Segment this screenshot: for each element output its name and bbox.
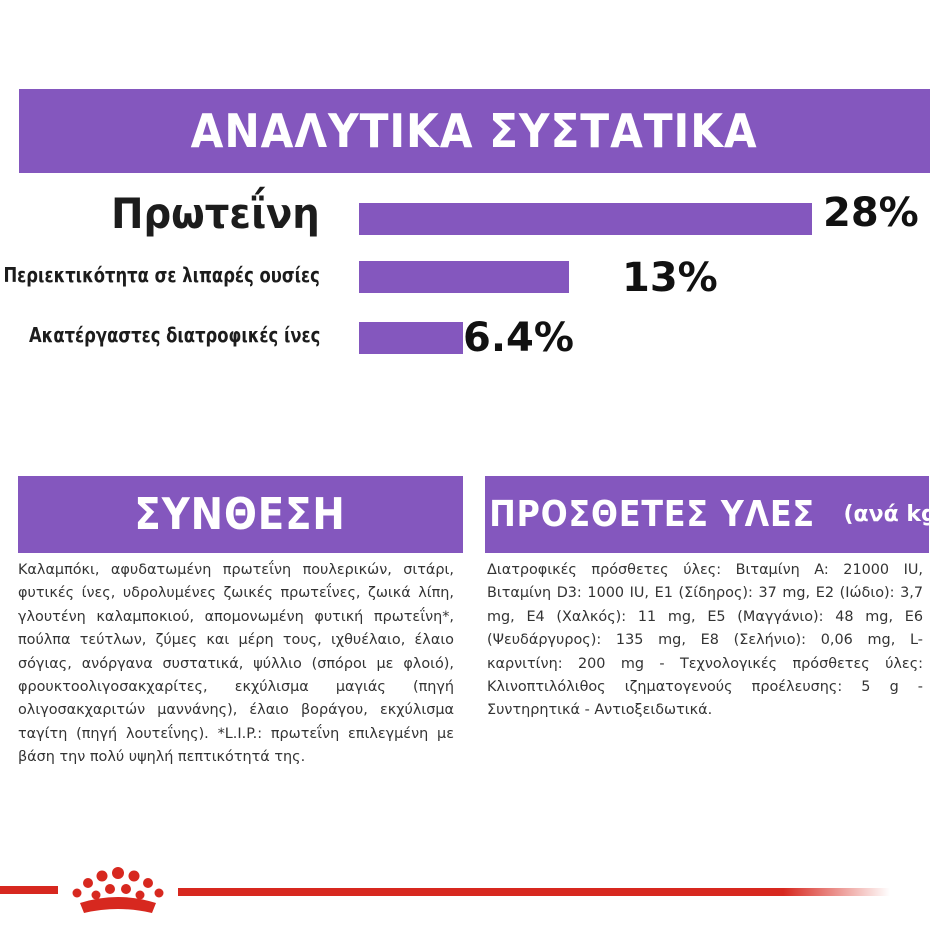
additives-unit: (ανά kg)	[843, 502, 947, 527]
composition-header	[18, 476, 463, 553]
analytics-label: Περιεκτικότητα σε λιπαρές ουσίες	[3, 263, 320, 287]
analytics-title: ΑΝΑΛΥΤΙΚΑ ΣΥΣΤΑΤΙΚΑ	[191, 104, 758, 158]
additives-header	[485, 476, 947, 553]
composition-text: Καλαμπόκι, αφυδατωμένη πρωτεΐνη πουλερικών, σιτάρι, φυτικές ίνες, υδρολυμένες ζωικές πρωτεΐνες, ζωικά λίπη, γλουτένη καλαμποκιού, απομονωμένη φυτική πρωτεΐνη*, πούλπα τεύτλων, ζύμες και μέρη τους, ιχθυέλαιο, έλαιο σόγιας, ανόργανα συστατικά, ψύλλιο (σπόροι με φλοιό), φρουκτοολιγοσακχαρίτες, εκχύλισμα μαγιάς (πηγή ολιγοσακχαριτών μαννάνης), έλαιο βοράγου, εκχύλισμα ταγίτη (πηγή λουτεΐνης). *L.I.P.: πρωτεΐνη επιλεγμένη με βάση την πολύ υψηλή πεπτικότητά της.	[18, 562, 454, 766]
analytics-row-protein	[0, 183, 950, 243]
royal-canin-crown-icon	[66, 865, 170, 921]
analytics-row-fibre	[0, 307, 950, 367]
additives-text: Διατροφικές πρόσθετες ύλες: Βιταμίνη A: 21000 IU, Βιταμίνη D3: 1000 IU, E1 (Σίδηρος): 37 mg, E2 (Ιώδιο): 3,7 mg, E4 (Χαλκός): 11 mg, E5 (Μαγγάνιο): 48 mg, E6 (Ψευδάργυρος): 135 mg, E8 (Σελήνιο): 0,06 mg, L-καρνιτίνη: 200 mg - Τεχνολογικές πρόσθετες ύλες: Κλινοπτιλόλιθος ιζηματογενούς προέλευσης: 5 g - Συντηρητικά - Αντιοξειδωτικά.	[487, 562, 923, 719]
analytics-value: 28%	[823, 190, 919, 236]
analytics-row-fat	[0, 247, 950, 307]
additives-title: ΠΡΟΣΘΕΤΕΣ ΥΛΕΣ	[489, 494, 816, 535]
analytics-bar	[359, 322, 463, 354]
composition-title: ΣΥΝΘΕΣΗ	[134, 489, 347, 540]
footer-line	[178, 888, 890, 896]
analytics-header	[19, 89, 930, 173]
analytics-value: 13%	[622, 255, 718, 301]
analytics-label: Πρωτεΐνη	[111, 189, 320, 238]
analytics-value: 6.4%	[463, 315, 574, 361]
analytics-bar	[359, 261, 569, 293]
footer-line	[0, 886, 58, 894]
analytics-label: Ακατέργαστες διατροφικές ίνες	[28, 323, 320, 347]
analytics-bar	[359, 203, 812, 235]
